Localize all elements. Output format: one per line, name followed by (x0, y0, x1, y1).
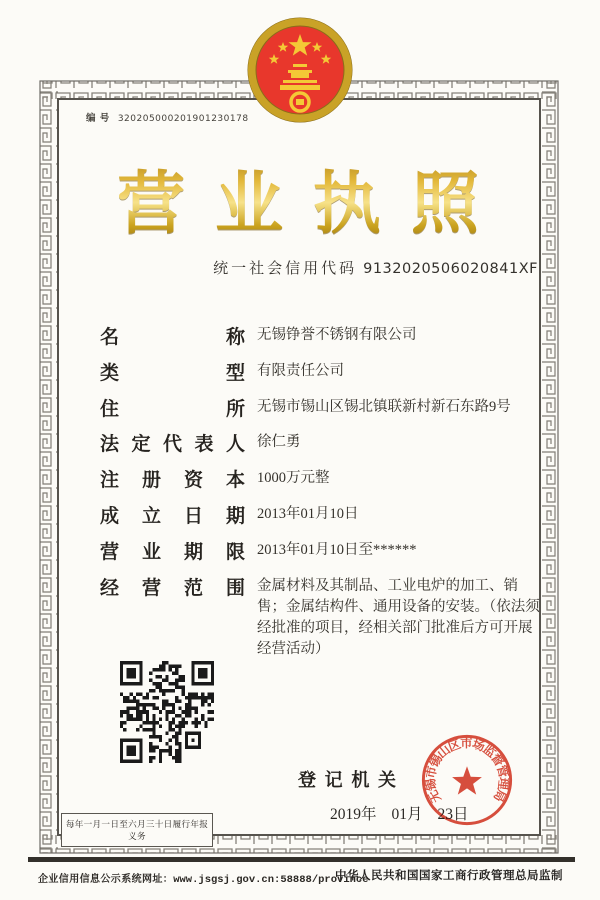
national-emblem-icon (245, 12, 355, 142)
footer-supervisor: 中华人民共和国国家工商行政管理总局监制 (335, 870, 563, 882)
field-row-business-term (100, 537, 545, 564)
field-row-business-scope (100, 573, 545, 660)
field-row-establish-date (100, 501, 545, 528)
field-value: 无锡市锡山区锡北镇联新村新石东路9号 (257, 399, 511, 415)
annual-report-notice: 每年一月一日至六月三十日履行年报义务 (61, 813, 213, 847)
field-value: 2013年01月10日至****** (257, 542, 417, 558)
field-row-legal-representative (100, 429, 545, 456)
field-label: 名 称 (100, 327, 245, 348)
field-value: 有限责任公司 (257, 363, 344, 379)
document-title: 营业执照 (0, 150, 600, 247)
field-value: 1000万元整 (257, 470, 330, 486)
field-value: 无锡铮誉不锈钢有限公司 (257, 327, 417, 343)
date-year: 2019年 (330, 806, 377, 823)
qr-code (120, 661, 214, 763)
field-label: 经 营 范 围 (100, 578, 245, 599)
official-seal (418, 731, 516, 829)
field-label: 成 立 日 期 (100, 506, 245, 527)
seal-text: 无锡市锡山区市场监督管理局 (423, 736, 511, 806)
field-row-address (100, 394, 545, 421)
bottom-divider (28, 857, 575, 862)
field-label: 类 型 (100, 363, 245, 384)
serial-number-line (86, 110, 249, 124)
field-label: 法 定 代 表 人 (100, 434, 245, 455)
credit-code-value: 9132020506020841XF (363, 261, 538, 277)
date-day: 23日 (437, 806, 469, 823)
footer-site-label: 企业信用信息公示系统网址： (38, 874, 174, 885)
field-value: 2013年01月10日 (257, 506, 359, 522)
field-value: 金属材料及其制品、工业电炉的加工、销售；金属结构件、通用设备的安装。（依法须经批准的项目，经相关部门批准后方可开展经营活动） (257, 578, 540, 657)
date-month: 01月 (391, 806, 423, 823)
serial-number: 320205000201901230178 (117, 114, 249, 124)
footer-site-url: www.jsgsj.gov.cn:58888/province (173, 874, 369, 886)
field-label: 住 所 (100, 399, 245, 420)
field-row-name (100, 322, 545, 349)
seal-star-icon (452, 766, 482, 794)
field-label: 营 业 期 限 (100, 542, 245, 563)
registry-authority-label: 登 记 机 关 (298, 770, 396, 790)
field-label: 注 册 资 本 (100, 470, 245, 491)
credit-code-label: 统一社会信用代码 (213, 261, 358, 277)
serial-label: 编 号 (86, 113, 110, 124)
field-row-registered-capital (100, 465, 545, 492)
footer-public-system (38, 870, 369, 886)
credit-code-line (213, 257, 538, 278)
field-row-type (100, 358, 545, 385)
field-value: 徐仁勇 (257, 434, 301, 450)
